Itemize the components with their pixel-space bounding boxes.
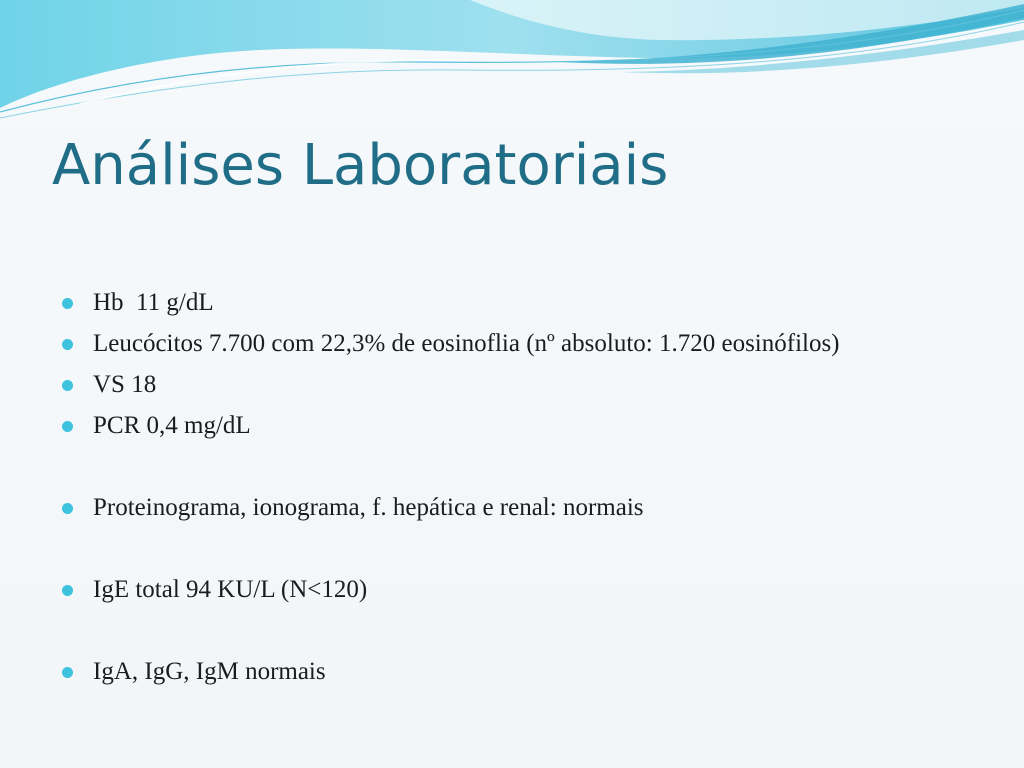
bullet-text: IgA, IgG, IgM normais [93,658,326,685]
bullet-icon [62,339,73,350]
list-item [62,327,1012,361]
bullet-icon [62,503,73,514]
bullet-text: VS 18 [93,371,157,398]
list-item [62,368,1012,402]
bullet-icon [62,298,73,309]
bullet-icon [62,421,73,432]
list-item [62,286,1012,320]
list-item [62,409,1012,443]
list-item [62,491,1012,525]
bullet-icon [62,667,73,678]
bullet-icon [62,380,73,391]
list-item [62,655,1012,689]
bullet-text: IgE total 94 KU/L (N<120) [93,576,368,603]
decorative-wave-header [0,0,1024,130]
bullet-text: PCR 0,4 mg/dL [93,412,251,439]
bullet-text: Leucócitos 7.700 com 22,3% de eosinoflia (nº absoluto: 1.720 eosinófilos) [93,330,840,357]
bullet-text: Proteinograma, ionograma, f. hepática e renal: normais [93,494,644,521]
bullet-text: Hb 11 g/dL [93,289,214,316]
list-item [62,573,1012,607]
slide-title: Análises Laboratoriais [52,133,669,198]
bullet-icon [62,585,73,596]
